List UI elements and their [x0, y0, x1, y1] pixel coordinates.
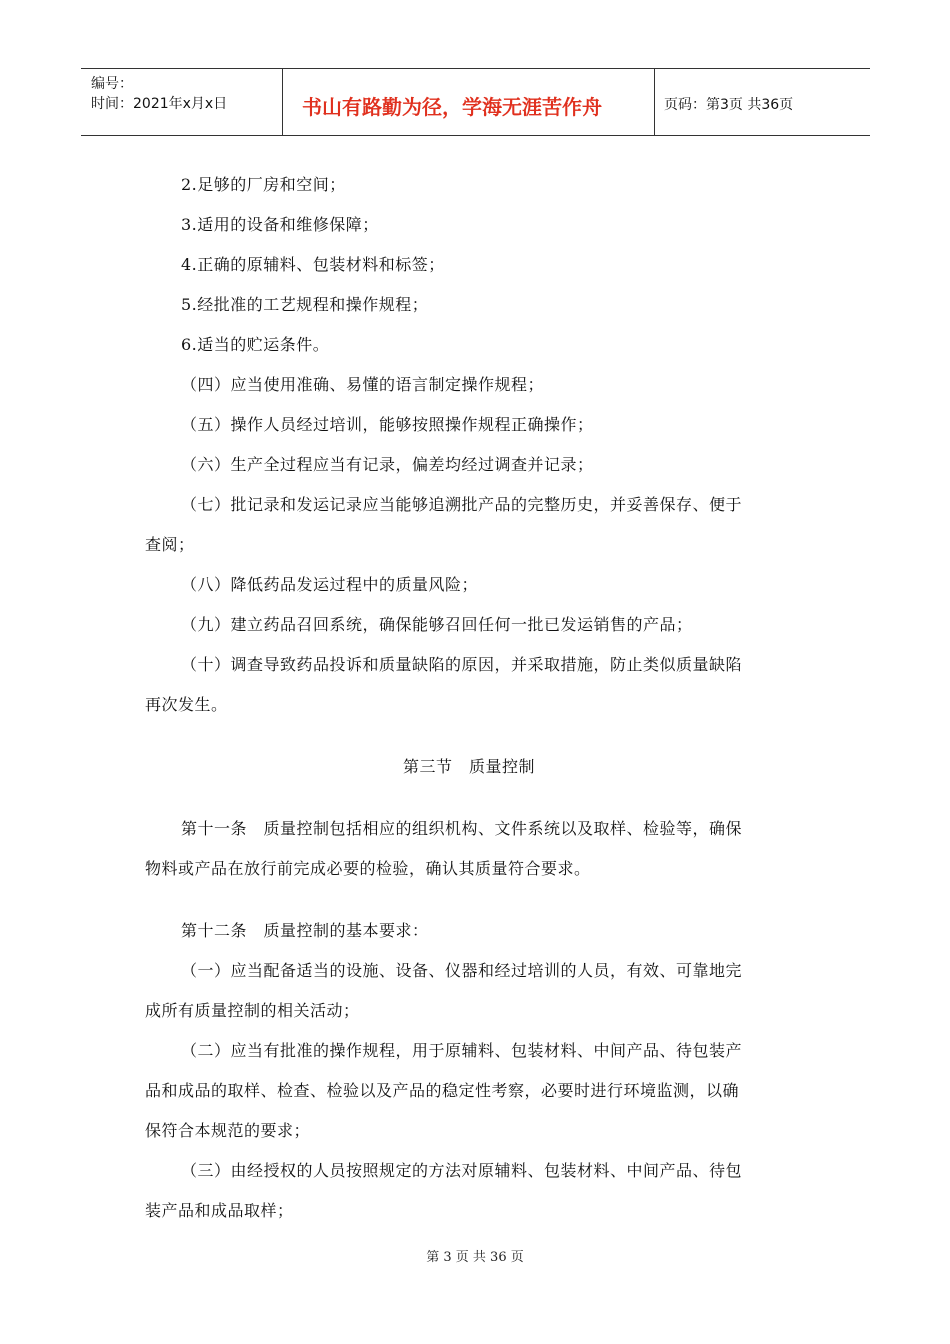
document-date-label: 时间：2021年x月x日	[91, 96, 228, 112]
body-line: 3.适用的设备和维修保障；	[181, 215, 379, 234]
body-line: 5.经批准的工艺规程和操作规程；	[181, 295, 429, 314]
document-number-label: 编号：	[91, 76, 133, 92]
body-line: （九）建立药品召回系统，确保能够召回任何一批已发运销售的产品；	[181, 615, 693, 634]
section-heading: 第三节 质量控制	[403, 757, 536, 776]
body-line: （七）批记录和发运记录应当能够追溯批产品的完整历史，并妥善保存、便于	[181, 495, 743, 514]
header-page-info: 页码：第3页 共36页	[664, 97, 794, 113]
body-line: 成所有质量控制的相关活动；	[145, 1001, 360, 1020]
header-page-cell	[654, 69, 870, 135]
page-footer: 第 3 页 共 36 页	[426, 1250, 524, 1265]
body-line: 查阅；	[145, 535, 195, 554]
body-line: 2.足够的厂房和空间；	[181, 175, 346, 194]
header-motto: 书山有路勤为径，学海无涯苦作舟	[302, 95, 602, 119]
header-meta-cell	[81, 69, 283, 135]
body-line: 装产品和成品取样；	[145, 1201, 294, 1220]
body-line: 物料或产品在放行前完成必要的检验，确认其质量符合要求。	[145, 859, 591, 878]
body-line: 4.正确的原辅料、包装材料和标签；	[181, 255, 445, 274]
body-line: 第十一条 质量控制包括相应的组织机构、文件系统以及取样、检验等，确保	[181, 819, 743, 838]
body-line: （一）应当配备适当的设施、设备、仪器和经过培训的人员，有效、可靠地完	[181, 961, 743, 980]
body-line: （十）调查导致药品投诉和质量缺陷的原因，并采取措施，防止类似质量缺陷	[181, 655, 743, 674]
body-line: （三）由经授权的人员按照规定的方法对原辅料、包装材料、中间产品、待包	[181, 1161, 743, 1180]
body-line: 第十二条 质量控制的基本要求：	[181, 921, 429, 940]
body-line: （二）应当有批准的操作规程，用于原辅料、包装材料、中间产品、待包装产	[181, 1041, 743, 1060]
body-line: 6.适当的贮运条件。	[181, 335, 330, 354]
body-line: （八）降低药品发运过程中的质量风险；	[181, 575, 479, 594]
body-line: （六）生产全过程应当有记录，偏差均经过调查并记录；	[181, 455, 594, 474]
header-motto-cell	[282, 69, 655, 135]
body-line: 品和成品的取样、检查、检验以及产品的稳定性考察，必要时进行环境监测，以确	[145, 1081, 740, 1100]
body-line: （四）应当使用准确、易懂的语言制定操作规程；	[181, 375, 545, 394]
body-line: 保符合本规范的要求；	[145, 1121, 311, 1140]
body-line: 再次发生。	[145, 695, 228, 714]
document-header	[81, 68, 870, 136]
body-line: （五）操作人员经过培训，能够按照操作规程正确操作；	[181, 415, 594, 434]
